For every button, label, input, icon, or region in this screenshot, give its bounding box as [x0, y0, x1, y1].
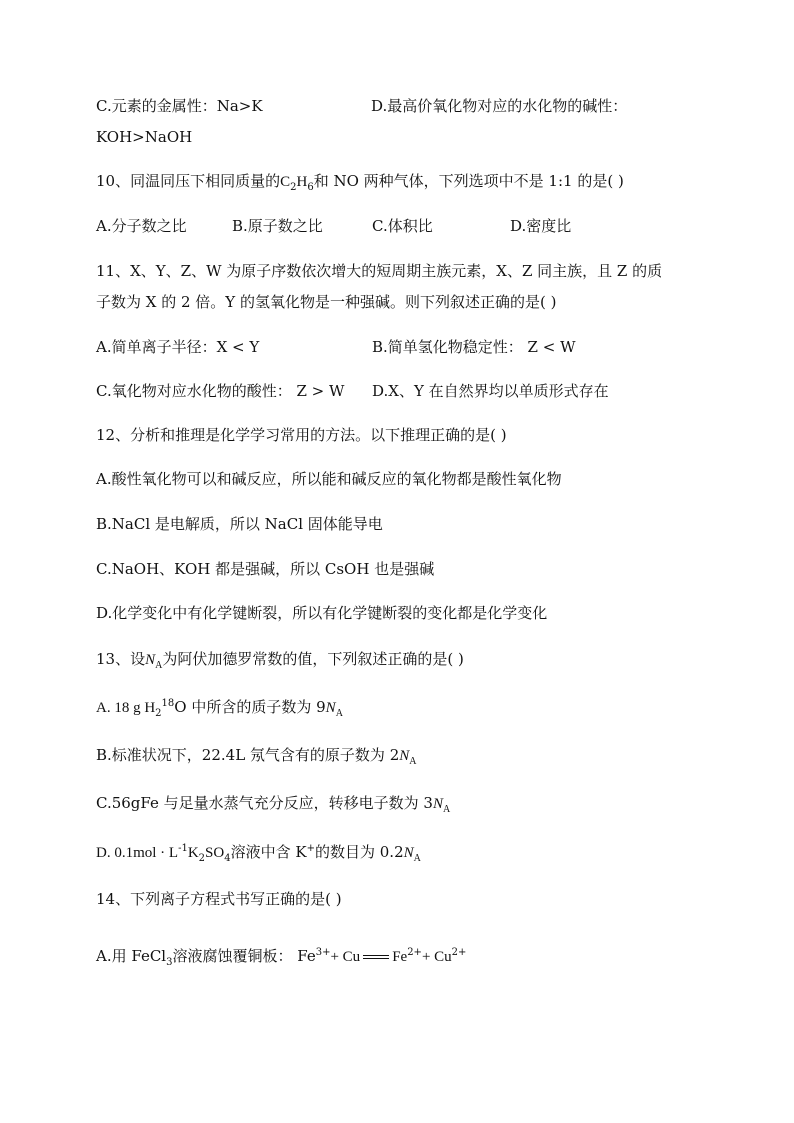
- q14-stem: 14、下列离子方程式书写正确的是( ): [96, 890, 342, 908]
- q12-option-a: A.酸性氧化物可以和碱反应，所以能和碱反应的氧化物都是酸性氧化物: [96, 470, 562, 488]
- q12-option-c: C.NaOH、KOH 都是强碱，所以 CsOH 也是强碱: [96, 560, 435, 578]
- q10-option-a: A.分子数之比: [96, 217, 187, 235]
- q13-option-d: D. $0.1mol \cdot L^{-1}K_2SO_4$溶液中含 K+的数目为 $0.2N_A$: [96, 843, 421, 864]
- q11-option-b: B.简单氢化物稳定性： Z < W: [372, 338, 576, 356]
- q10-option-d: D.密度比: [510, 217, 572, 235]
- q12-stem: 12、分析和推理是化学学习常用的方法。以下推理正确的是( ): [96, 426, 507, 444]
- q9-option-d-cont: KOH>NaOH: [96, 128, 193, 146]
- q9-option-d: D.最高价氧化物对应的水化物的碱性：: [371, 97, 628, 115]
- q13-stem: 13、设$N_A$为阿伏加德罗常数的值，下列叙述正确的是( ): [96, 650, 464, 671]
- reaction-equals-sign: [363, 955, 389, 959]
- q11-option-d: D.X、Y 在自然界均以单质形式存在: [372, 382, 609, 400]
- q13-option-b: B.标准状况下，22.4L 氖气含有的原子数为 $2N_A$: [96, 746, 417, 767]
- q14-option-a: A.用 FeCl$_3$溶液腐蚀覆铜板： $Fe^{3+}+ Cu$ $Fe^{2+}+ Cu^{2+}$: [96, 947, 467, 968]
- q11-stem-line1: 11、X、Y、Z、W 为原子序数依次增大的短周期主族元素，X、Z 同主族，且 Z 的质: [96, 262, 663, 280]
- q11-option-a: A.简单离子半径：X < Y: [96, 338, 260, 356]
- q13-option-a: A. 18 g $H_2^{18}O$ 中所含的质子数为 $9N_A$: [96, 698, 343, 719]
- q12-option-d: D.化学变化中有化学键断裂，所以有化学键断裂的变化都是化学变化: [96, 604, 548, 622]
- q10-option-b: B.原子数之比: [232, 217, 323, 235]
- q11-stem-line2: 子数为 X 的 2 倍。Y 的氢氧化物是一种强碱。则下列叙述正确的是( ): [96, 293, 557, 311]
- q10-option-c: C.体积比: [372, 217, 433, 235]
- q12-option-b: B.NaCl 是电解质，所以 NaCl 固体能导电: [96, 515, 383, 533]
- q9-option-c: C.元素的金属性：Na>K: [96, 97, 263, 115]
- q11-option-c: C.氧化物对应水化物的酸性： Z > W: [96, 382, 345, 400]
- q10-stem: 10、同温同压下相同质量的$C_2H_6$和 NO 两种气体，下列选项中不是 1:1 的是( ): [96, 172, 624, 193]
- q13-option-c: C.56gFe 与足量水蒸气充分反应，转移电子数为 $3N_A$: [96, 794, 451, 815]
